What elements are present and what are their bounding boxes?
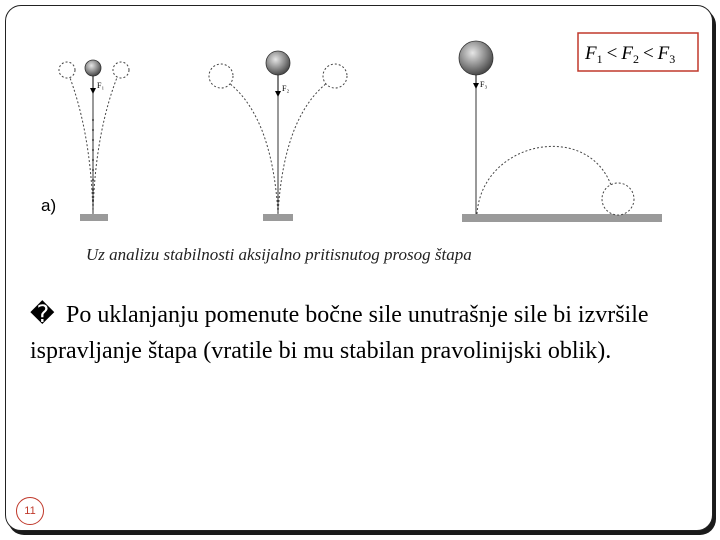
bullet-paragraph [30, 297, 680, 369]
ground-3 [462, 214, 662, 222]
ball-2 [266, 51, 290, 75]
page-number-badge: 11 [16, 497, 44, 525]
stability-figure [0, 0, 720, 240]
buckled-left-1 [67, 70, 93, 214]
case-2 [209, 51, 347, 221]
force-label-1: F₁ [97, 81, 105, 90]
panel-label: a) [41, 196, 57, 215]
force-label-3: F₃ [480, 80, 488, 89]
figure-caption: Uz analizu stabilnosti aksijalno pritisnutog prosog štapa [86, 245, 472, 264]
ground-2 [263, 214, 293, 221]
ball-1 [85, 60, 101, 76]
ghost-ball-right-2 [323, 64, 347, 88]
ghost-ball-left-2 [209, 64, 233, 88]
force-arrowhead-3 [473, 83, 479, 89]
ghost-ball-left-1 [59, 62, 75, 78]
ground-1 [80, 214, 108, 221]
buckled-left-2 [222, 78, 278, 214]
buckled-right-1 [93, 70, 120, 214]
ball-3 [459, 41, 493, 75]
case-1 [59, 60, 129, 221]
paragraph-text: Po uklanjanju pomenute bočne sile unutrašnje sile bi izvršile ispravljanje štapa (vratile bi mu stabilan pravolinijski oblik). [30, 302, 649, 364]
force-label-2: F₂ [282, 84, 290, 93]
force-arrowhead-1 [90, 88, 96, 94]
bullet-marker: � [30, 302, 55, 328]
buckled-right-2 [278, 78, 334, 214]
force-arrowhead-2 [275, 91, 281, 97]
ghost-ball-3 [602, 183, 634, 215]
formula-text: $F_1 < F_2 < F_3$ [585, 43, 676, 66]
ghost-ball-right-1 [113, 62, 129, 78]
buckled-curve-3 [477, 146, 612, 214]
